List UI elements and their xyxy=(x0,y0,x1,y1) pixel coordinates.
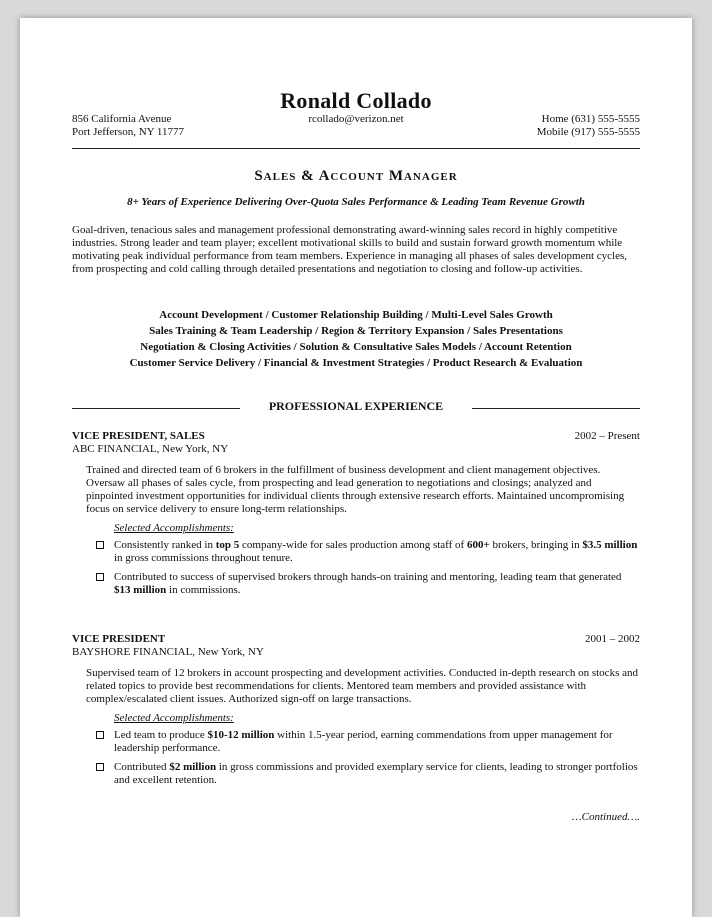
job-company: ABC FINANCIAL, New York, NY xyxy=(72,443,229,455)
continued-note: …Continued…. xyxy=(571,811,640,823)
accomplishment-item: Contributed to success of supervised brokers through hands-on training and mentoring, leading team that generated $13 million in commissions. xyxy=(114,571,640,597)
candidate-name: Ronald Collado xyxy=(280,88,432,113)
accomplishments-list xyxy=(72,729,640,787)
job-role: VICE PRESIDENT, SALES xyxy=(72,430,205,442)
email: rcollado@verizon.net xyxy=(308,113,404,125)
accomplishments-heading: Selected Accomplishments: xyxy=(114,522,234,534)
checkbox-bullet-icon xyxy=(96,573,104,581)
phone-home: Home (631) 555-5555 xyxy=(541,113,640,125)
job-dates: 2002 – Present xyxy=(574,430,640,442)
tagline: 8+ Years of Experience Delivering Over-Quota Sales Performance & Leading Team Revenue Growth xyxy=(127,196,585,208)
job-company: BAYSHORE FINANCIAL, New York, NY xyxy=(72,646,264,658)
section-title: PROFESSIONAL EXPERIENCE xyxy=(268,399,444,413)
resume-page xyxy=(20,18,692,917)
accomplishments-heading: Selected Accomplishments: xyxy=(114,712,234,724)
job-description: Trained and directed team of 6 brokers in the fulfillment of business development and client management objectives. Oversaw all phases of sales cycle, from prospecting and lead generation to negotiations and closings; analyzed and pinpointed investment opportunities for individual clients through extensive research efforts. Maintained uncompromising focus on service delivery to ensure long-term relationships. xyxy=(86,464,625,515)
experience-heading xyxy=(72,399,640,415)
skills-line: Account Development / Customer Relationship Building / Multi-Level Sales Growth xyxy=(159,309,553,321)
accomplishment-item: Consistently ranked in top 5 company-wide for sales production among staff of 600+ brokers, bringing in $3.5 million in gross commissions throughout tenure. xyxy=(114,539,640,565)
accomplishments-list xyxy=(72,539,640,597)
job-description: Supervised team of 12 brokers in account prospecting and development activities. Conducted in-depth research on stocks and related topics to provide best recommendations for clients. Mentored team members and provided assistance with complex/escalated client issues. Authorized sign-off on large transactions. xyxy=(86,667,638,705)
job-entry xyxy=(72,633,640,793)
checkbox-bullet-icon xyxy=(96,731,104,739)
checkbox-bullet-icon xyxy=(96,541,104,549)
core-skills xyxy=(72,307,640,371)
checkbox-bullet-icon xyxy=(96,763,104,771)
summary-paragraph: Goal-driven, tenacious sales and management professional demonstrating award-winning sales record in highly competitive industries. Strong leader and team player; excellent motivational skills to build and sustain forward growth momentum while motivating peak individual performance from team members. Experience in managing all phases of sales development cycles, from prospecting and cold calling through detailed presentations and negotiation to closing and follow-up activities. xyxy=(72,224,628,275)
accomplishment-item: Contributed $2 million in gross commissions and provided exemplary service for clients, leading to stronger portfolios and excellent retention. xyxy=(114,761,640,787)
skills-line: Sales Training & Team Leadership / Region & Territory Expansion / Sales Presentations xyxy=(149,325,563,337)
skills-line: Customer Service Delivery / Financial & Investment Strategies / Product Research & Evaluation xyxy=(129,357,583,369)
address-line-2: Port Jefferson, NY 11777 xyxy=(72,126,185,138)
job-dates: 2001 – 2002 xyxy=(585,633,640,645)
skills-line: Negotiation & Closing Activities / Solution & Consultative Sales Models / Account Retention xyxy=(140,341,572,353)
accomplishment-item: Led team to produce $10-12 million within 1.5-year period, earning commendations from upper management for leadership performance. xyxy=(114,729,640,755)
header-divider xyxy=(72,148,640,149)
heading-rule-right xyxy=(472,408,640,409)
address-line-1: 856 California Avenue xyxy=(72,113,172,125)
target-title: Sales & Account Manager xyxy=(254,168,458,184)
job-entry xyxy=(72,430,640,603)
phones xyxy=(537,113,640,139)
job-role: VICE PRESIDENT xyxy=(72,633,166,645)
phone-mobile: Mobile (917) 555-5555 xyxy=(536,126,640,138)
